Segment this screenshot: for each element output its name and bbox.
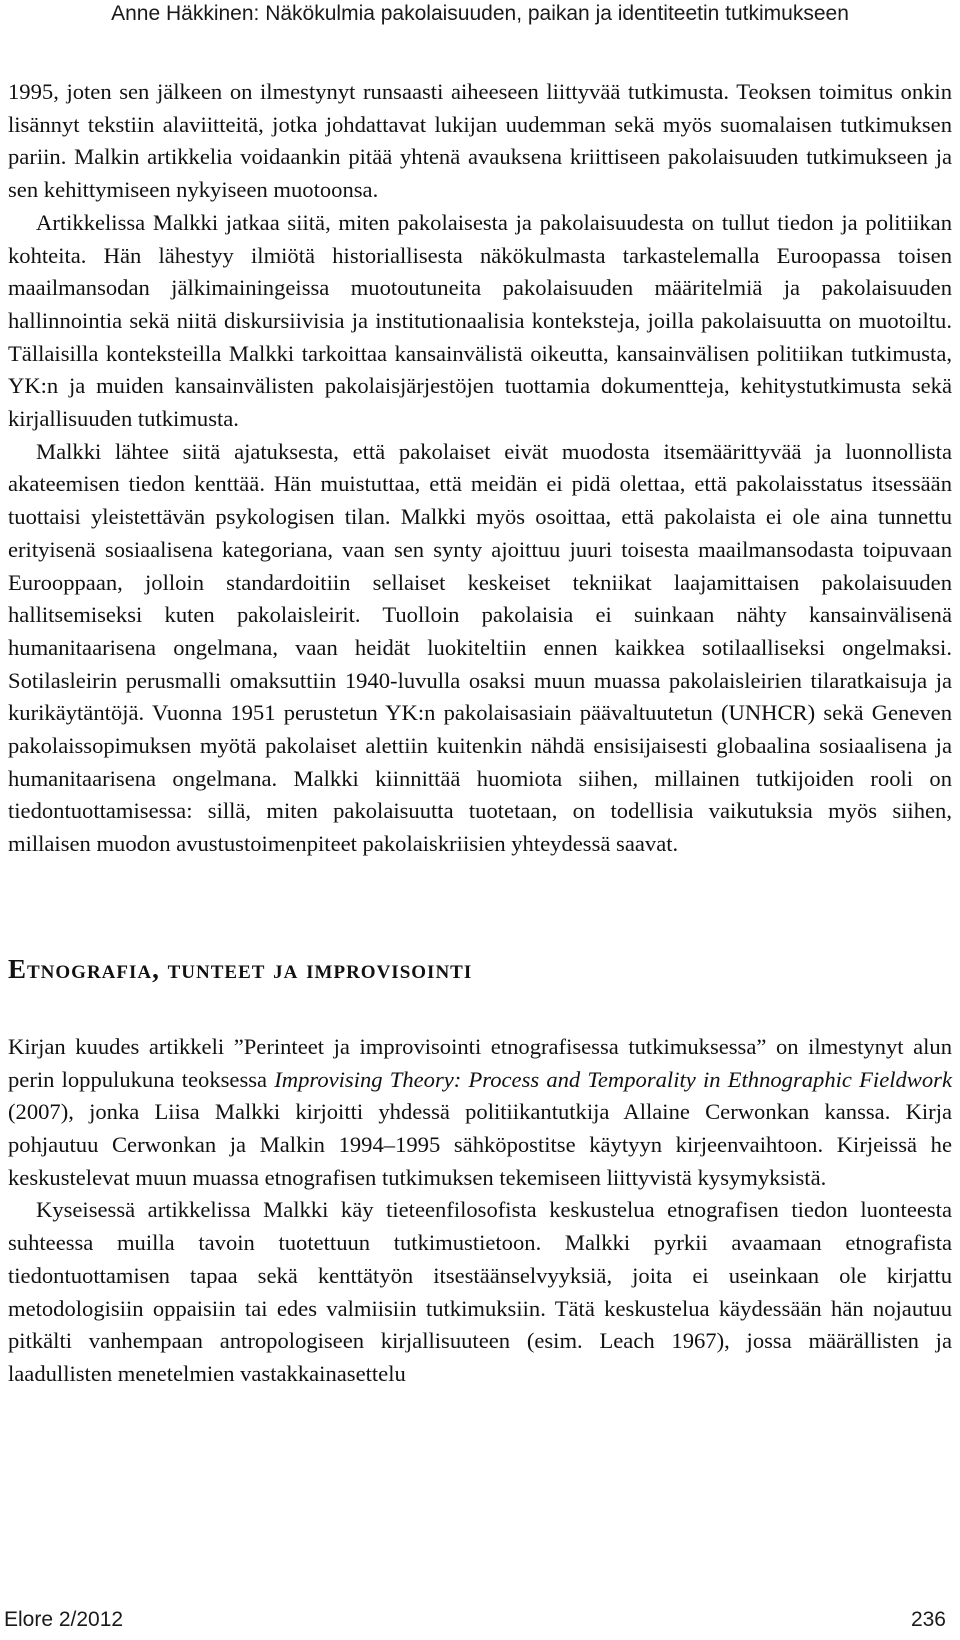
paragraph: Artikkelissa Malkki jatkaa siitä, miten pakolaisesta ja pakolaisuudesta on tullut tiedon ja politiikan kohteita. Hän lähestyy ilmiötä historiallisesta näkökulmasta tarkastelemalla Euroopassa toisen maailmansodan jälkimainingeissa muotoutuneita pakolaisuuden määritelmiä ja pakolaisuuden hallinnointia sekä niitä diskursiivisia ja institutionaalisia konteksteja, joilla pakolaisuutta on muotoiltu. Tällaisilla konteksteilla Malkki tarkoittaa kansainvälistä oikeutta, kansainvälisen politiikan tutkimusta, YK:n ja muiden kansainvälisten pakolaisjärjestöjen tuottamia dokumentteja, kehitystutkimusta sekä kirjallisuuden tutkimusta. — [8, 209, 952, 432]
paragraph-text: Kirjan kuudes artikkeli ”Perinteet ja improvisointi etnografisessa tutkimuksessa” on ilmestynyt alun perin loppulukuna teoksessa — [8, 1033, 952, 1092]
running-header: Anne Häkkinen: Näkökulmia pakolaisuuden, paikan ja identiteetin tutkimukseen — [111, 2, 849, 25]
paragraph: 1995, joten sen jälkeen on ilmestynyt runsaasti aiheeseen liittyvää tutkimusta. Teoksen toimitus onkin lisännyt tekstiin alaviitteitä, jotka johdattavat lukijan uudemman sekä myös suomalaisen tutkimuksen pariin. Malkin artikkelia voidaankin pitää yhtenä avauksena kriittiseen pakolaisuuden tutkimukseen ja sen kehittymiseen nykyiseen muotoonsa. — [8, 79, 952, 203]
book-title: Improvising Theory: Process and Temporality in Ethnographic Fieldwork — [274, 1066, 952, 1092]
paragraph: Malkki lähtee siitä ajatuksesta, että pakolaiset eivät muodosta itsemäärittyvää ja luonnollista akateemisen tiedon kenttää. Hän muistuttaa, että meidän ei pidä olettaa, että pakolaisstatus itsessään tuottaisi yleistettävän psykologisen tilan. Malkki myös osoittaa, että pakolaista ei ole aina tunnettu erityisenä sosiaalisena kategoriana, vaan sen synty ajoittuu juuri toisesta maailmansodasta toipuvaan Eurooppaan, jolloin standardoitiin sellaiset keskeiset tekniikat laajamittaisen pakolaisuuden hallitsemiseksi kuten pakolaisleirit. Tuolloin pakolaisia ei suinkaan nähty kansainvälisenä humanitaarisena ongelmana, vaan heidät luokiteltiin ennen kaikkea sotilaalliseksi ongelmaksi. Sotilasleirin perusmalli omaksuttiin 1940-luvulla osaksi muun muassa pakolaisleirien tilaratkaisuja ja kurikäytäntöjä. Vuonna 1951 perustetun YK:n pakolaisasiain päävaltuutetun (UNHCR) sekä Geneven pakolaissopimuksen myötä pakolaiset alettiin kuitenkin nähdä ensisijaisesti globaalina sosiaalisena ja humanitaarisena ongelmana. Malkki kiinnittää huomiota siihen, millainen tutkijoiden rooli on tiedontuottamisessa: sillä, miten pakolaisuutta tuotetaan, on todellisia vaikutuksia myös siihen, millaisen muodon avustustoimenpiteet pakolaiskriisien yhteydessä saavat. — [8, 438, 952, 857]
article-body — [8, 76, 952, 1391]
paragraph: Kyseisessä artikkelissa Malkki käy tieteenfilosofista keskustelua etnografisen tiedon luonteesta suhteessa muilla tavoin tuotettuun tutkimustietoon. Malkki pyrkii avaamaan etnografista tiedontuottamisen tapaa sekä kenttätyön itsestäänselvyyksiä, joita ei useinkaan ole kirjattu metodologisiin oppaisiin tai edes valmiisiin tutkimuksiin. Tätä keskustelua käydessään hän nojautuu pitkälti vanhempaan antropologiseen kirjallisuuteen (esim. Leach 1967), jossa määrällisten ja laadullisten menetelmien vastakkainasettelu — [8, 1197, 952, 1386]
page-footer — [0, 1606, 960, 1634]
journal-issue: Elore 2/2012 — [4, 1608, 124, 1631]
paragraph-text: (2007), jonka Liisa Malkki kirjoitti yhdessä politiikantutkija Allaine Cerwonkan kanssa. Kirja pohjautuu Cerwonkan ja Malkin 1994–1995 sähköpostitse käytyyn kirjeenvaihtoon. Kirjeissä he keskustelevat muun muassa etnografisen tutkimuksen tekemiseen liittyvistä kysymyksistä. — [8, 1099, 952, 1190]
paragraph — [8, 1031, 952, 1195]
page-number: 236 — [910, 1608, 946, 1631]
section-heading: Etnografia, tunteet ja improvisointi — [8, 953, 473, 984]
